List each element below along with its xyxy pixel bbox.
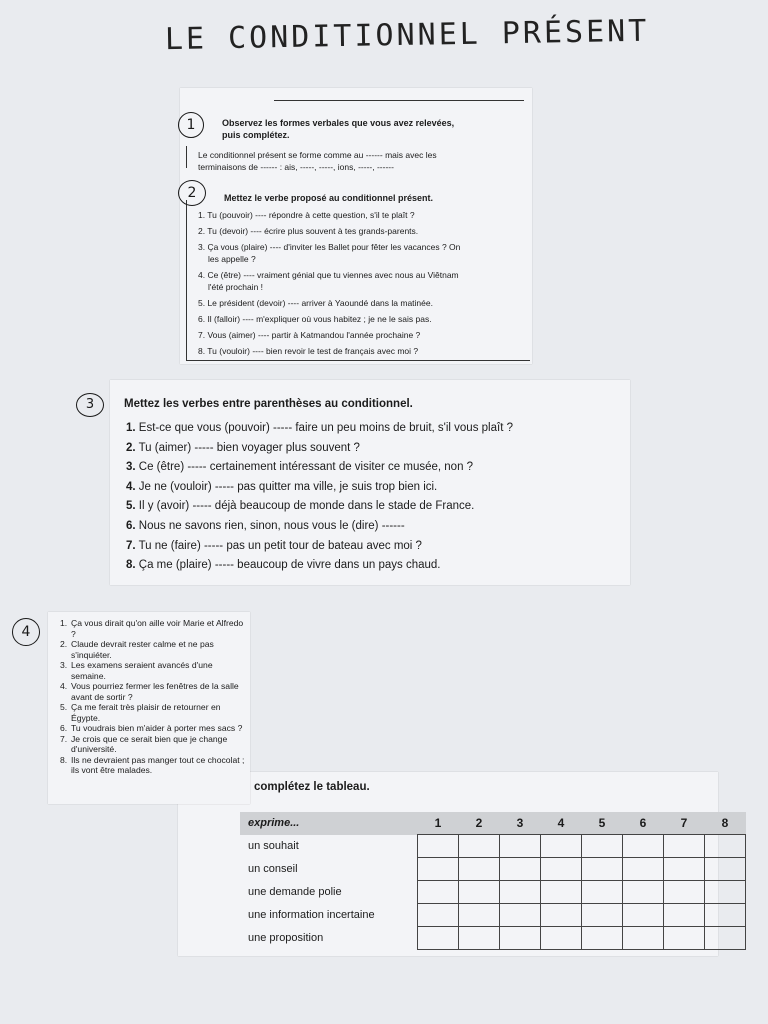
section-2-item-1: 1. Tu (pouvoir) ---- répondre à cette question, s'il te plaît ?	[198, 210, 415, 220]
section-1-number: 1	[178, 112, 204, 138]
table-cell[interactable]	[582, 904, 623, 927]
table-cell[interactable]	[418, 881, 459, 904]
column-header: 6	[623, 812, 664, 835]
column-header: 3	[500, 812, 541, 835]
table-header-label: exprime...	[240, 812, 418, 835]
section-3-item-7: 7. Tu ne (faire) ----- pas un petit tour de bateau avec moi ?	[126, 540, 422, 552]
table-cell[interactable]	[664, 927, 705, 950]
table-cell[interactable]	[623, 904, 664, 927]
list-item: 3. Les examens seraient avancés d'une semaine.	[60, 660, 213, 681]
table-row	[240, 881, 746, 904]
row-label: une proposition	[248, 932, 324, 944]
table-cell[interactable]	[664, 904, 705, 927]
section-1-heading-line-2: puis complétez.	[222, 130, 290, 140]
table-cell[interactable]	[664, 858, 705, 881]
section-3-item-4: 4. Je ne (vouloir) ----- pas quitter ma ville, je suis trop bien ici.	[126, 481, 438, 493]
table-cell[interactable]	[500, 858, 541, 881]
list-item: 7. Je crois que ce serait bien que je change d'université.	[60, 733, 228, 754]
left-rule-2	[186, 200, 187, 360]
table-cell[interactable]	[541, 927, 582, 950]
table-cell[interactable]	[623, 835, 664, 858]
section-2-item-3-cont: les appelle ?	[208, 254, 256, 264]
table-cell[interactable]	[500, 835, 541, 858]
table-row	[240, 904, 746, 927]
table-cell[interactable]	[664, 835, 705, 858]
table-cell[interactable]	[705, 881, 746, 904]
list-item: 5. Ça me ferait très plaisir de retourner en Égypte.	[60, 702, 221, 723]
table-cell[interactable]	[582, 927, 623, 950]
section-3-item-1: 1. Est-ce que vous (pouvoir) ----- faire un peu moins de bruit, s'il vous plaît ?	[126, 422, 513, 434]
section-3-item-2: 2. Tu (aimer) ----- bien voyager plus souvent ?	[126, 442, 360, 454]
table-cell[interactable]	[500, 927, 541, 950]
table-cell[interactable]	[582, 858, 623, 881]
bottom-rule	[186, 360, 530, 361]
list-item: 1. Ça vous dirait qu'on aille voir Marie et Alfredo ?	[60, 618, 244, 639]
left-rule	[186, 146, 187, 168]
column-header: 8	[705, 812, 746, 835]
section-1-heading-line-1: Observez les formes verbales que vous avez relevées,	[222, 118, 455, 128]
section-2-item-4-cont: l'été prochain !	[208, 282, 264, 292]
table-row	[240, 835, 746, 858]
table-cell[interactable]	[541, 904, 582, 927]
table-cell[interactable]	[459, 881, 500, 904]
table-cell[interactable]	[418, 927, 459, 950]
table-cell[interactable]	[623, 881, 664, 904]
section-4-number: 4	[12, 618, 40, 646]
expression-table	[240, 812, 746, 950]
section-1-rule-line-2: terminaisons de ------ : ais, -----, -----, ions, -----, ------	[198, 162, 394, 172]
column-header: 4	[541, 812, 582, 835]
list-item: 4. Vous pourriez fermer les fenêtres de la salle avant de sortir ?	[60, 681, 239, 702]
top-rule	[274, 100, 524, 101]
page-title: LE CONDITIONNEL PRÉSENT	[164, 13, 650, 58]
section-2-item-6: 6. Il (falloir) ---- m'expliquer où vous habitez ; je ne le sais pas.	[198, 314, 432, 324]
table-cell[interactable]	[541, 835, 582, 858]
row-label: un conseil	[248, 863, 298, 875]
table-cell[interactable]	[500, 881, 541, 904]
section-4-sentence-list	[60, 618, 248, 776]
table-cell[interactable]	[459, 858, 500, 881]
section-2-item-8: 8. Tu (vouloir) ---- bien revoir le test de français avec moi ?	[198, 346, 419, 356]
section-3-item-3: 3. Ce (être) ----- certainement intéressant de visiter ce musée, non ?	[126, 461, 474, 473]
section-2-number: 2	[178, 180, 206, 206]
table-cell[interactable]	[418, 835, 459, 858]
table-header-row	[240, 812, 746, 835]
section-1-rule-line-1: Le conditionnel présent se forme comme au ------ mais avec les	[198, 150, 437, 160]
table-cell[interactable]	[541, 858, 582, 881]
table-cell[interactable]	[500, 904, 541, 927]
list-item: 8. Ils ne devraient pas manger tout ce chocolat ; ils vont être malades.	[60, 754, 245, 775]
table-row	[240, 927, 746, 950]
section-3-item-6: 6. Nous ne savons rien, sinon, nous vous le (dire) ------	[126, 520, 405, 532]
table-cell[interactable]	[459, 927, 500, 950]
table-cell[interactable]	[705, 904, 746, 927]
table-cell[interactable]	[623, 858, 664, 881]
table-cell[interactable]	[705, 835, 746, 858]
section-3-item-8: 8. Ça me (plaire) ----- beaucoup de vivre dans un pays chaud.	[126, 559, 441, 571]
row-label: un souhait	[248, 840, 299, 852]
section-2-item-2: 2. Tu (devoir) ---- écrire plus souvent à tes grands-parents.	[198, 226, 419, 236]
column-header: 2	[459, 812, 500, 835]
section-4-instruction: complétez le tableau.	[254, 781, 370, 793]
section-3-item-5: 5. Il y (avoir) ----- déjà beaucoup de monde dans le stade de France.	[126, 500, 475, 512]
section-2-item-4: 4. Ce (être) ---- vraiment génial que tu viennes avec nous au Viêtnam	[198, 270, 459, 280]
section-3-number: 3	[76, 393, 104, 417]
section-2-item-5: 5. Le président (devoir) ---- arriver à Yaoundé dans la matinée.	[198, 298, 433, 308]
table-cell[interactable]	[582, 835, 623, 858]
section-2-item-7: 7. Vous (aimer) ---- partir à Katmandou l'année prochaine ?	[198, 330, 421, 340]
table-cell[interactable]	[418, 858, 459, 881]
table-cell[interactable]	[459, 835, 500, 858]
table-cell[interactable]	[541, 881, 582, 904]
row-label: une demande polie	[248, 886, 342, 898]
row-label: une information incertaine	[248, 909, 375, 921]
table-cell[interactable]	[664, 881, 705, 904]
section-2-heading: Mettez le verbe proposé au conditionnel présent.	[224, 193, 434, 203]
table-cell[interactable]	[705, 858, 746, 881]
table-cell[interactable]	[623, 927, 664, 950]
section-2-item-3: 3. Ça vous (plaire) ---- d'inviter les Ballet pour fêter les vacances ? On	[198, 242, 461, 252]
column-header: 7	[664, 812, 705, 835]
section-3-heading: Mettez les verbes entre parenthèses au conditionnel.	[124, 398, 413, 410]
table-row	[240, 858, 746, 881]
column-header: 1	[418, 812, 459, 835]
table-cell[interactable]	[582, 881, 623, 904]
column-header: 5	[582, 812, 623, 835]
list-item: 6. Tu voudrais bien m'aider à porter mes sacs ?	[60, 723, 243, 733]
table-cell[interactable]	[705, 927, 746, 950]
table-cell[interactable]	[418, 904, 459, 927]
list-item: 2. Claude devrait rester calme et ne pas s'inquiéter.	[60, 639, 214, 660]
table-cell[interactable]	[459, 904, 500, 927]
